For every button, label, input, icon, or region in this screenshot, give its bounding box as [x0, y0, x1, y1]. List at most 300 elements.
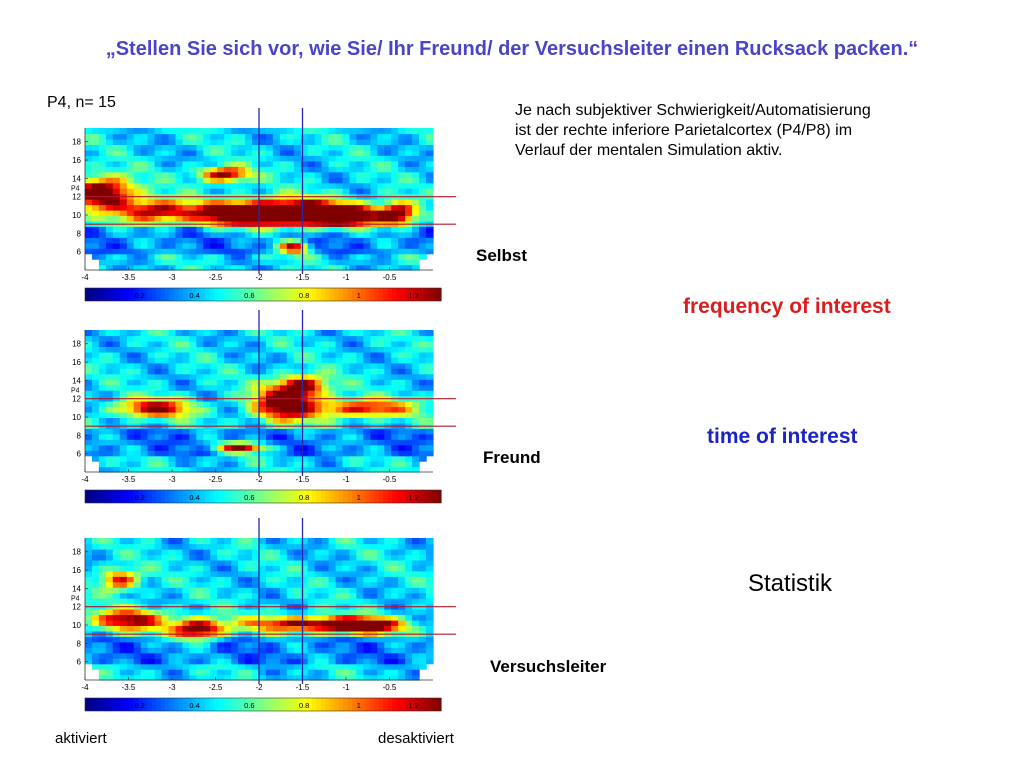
heatmap-cell — [155, 374, 163, 380]
heatmap-cell — [363, 647, 371, 653]
colorbar-segment — [343, 490, 348, 503]
heatmap-cell — [370, 379, 378, 385]
colorbar-segment — [334, 288, 339, 301]
heatmap-cell — [363, 161, 371, 167]
heatmap-cell — [162, 199, 170, 205]
heatmap-cell — [99, 615, 107, 621]
heatmap-cell — [113, 166, 121, 172]
heatmap-cell — [356, 330, 364, 336]
heatmap-cell — [266, 642, 274, 648]
heatmap-cell — [294, 357, 302, 363]
y-tick-label: 12 — [72, 192, 81, 202]
heatmap-cell — [217, 669, 225, 675]
heatmap-cell — [134, 653, 142, 659]
heatmap-cell — [238, 248, 246, 254]
heatmap-cell — [210, 363, 218, 369]
heatmap-cell — [196, 390, 204, 396]
heatmap-cell — [148, 554, 156, 560]
heatmap-cell — [217, 346, 225, 352]
heatmap-cell — [169, 248, 177, 254]
heatmap-cell — [120, 401, 128, 407]
heatmap-cell — [238, 161, 246, 167]
heatmap-cell — [203, 625, 211, 631]
heatmap-cell — [405, 336, 413, 342]
heatmap-cell — [203, 144, 211, 150]
heatmap-cell — [217, 549, 225, 555]
heatmap-cell — [405, 226, 413, 232]
heatmap-cell — [169, 554, 177, 560]
colorbar-segment — [94, 490, 99, 503]
heatmap-cell — [273, 243, 281, 249]
heatmap-cell — [245, 434, 253, 440]
heatmap-cell — [224, 357, 232, 363]
heatmap-cell — [134, 582, 142, 588]
heatmap-cell — [350, 401, 358, 407]
heatmap-cell — [370, 172, 378, 178]
heatmap-cell — [120, 647, 128, 653]
heatmap-cell — [336, 669, 344, 675]
heatmap-cell — [182, 461, 190, 467]
heatmap-cell — [343, 456, 351, 462]
heatmap-cell — [169, 199, 177, 205]
heatmap-cell — [196, 461, 204, 467]
heatmap-cell — [120, 341, 128, 347]
heatmap-cell — [148, 615, 156, 621]
heatmap-cell — [287, 368, 295, 374]
heatmap-cell — [231, 161, 239, 167]
heatmap-cell — [315, 134, 323, 140]
heatmap-cell — [315, 374, 323, 380]
heatmap-cell — [203, 560, 211, 566]
heatmap-cell — [210, 330, 218, 336]
heatmap-cell — [85, 554, 93, 560]
heatmap-cell — [238, 434, 246, 440]
heatmap-cell — [350, 379, 358, 385]
heatmap-cell — [238, 188, 246, 194]
heatmap-cell — [113, 658, 121, 664]
heatmap-cell — [343, 139, 351, 145]
heatmap-cell — [176, 232, 184, 238]
heatmap-cell — [384, 374, 392, 380]
x-tick-label: -1 — [342, 475, 350, 484]
heatmap-cell — [273, 615, 281, 621]
colorbar-segment — [272, 490, 277, 503]
heatmap-cell — [350, 205, 358, 211]
heatmap-cell — [336, 560, 344, 566]
heatmap-cell — [217, 237, 225, 243]
heatmap-cell — [259, 357, 267, 363]
heatmap-cell — [412, 248, 420, 254]
heatmap-cell — [287, 155, 295, 161]
heatmap-cell — [426, 172, 434, 178]
heatmap-cell — [238, 352, 246, 358]
heatmap-cell — [245, 544, 253, 550]
heatmap-cell — [92, 554, 100, 560]
heatmap-cell — [329, 390, 337, 396]
heatmap-cell — [120, 625, 128, 631]
heatmap-cell — [266, 243, 274, 249]
heatmap-cell — [141, 248, 149, 254]
heatmap-cell — [398, 571, 406, 577]
heatmap-cell — [412, 341, 420, 347]
heatmap-cell — [217, 544, 225, 550]
heatmap-cell — [189, 379, 197, 385]
heatmap-cell — [245, 642, 253, 648]
heatmap-cell — [113, 560, 121, 566]
heatmap-cell — [266, 647, 274, 653]
heatmap-cell — [134, 259, 142, 265]
heatmap-cell — [203, 177, 211, 183]
heatmap-cell — [231, 598, 239, 604]
heatmap-cell — [141, 177, 149, 183]
heatmap-cell — [203, 593, 211, 599]
heatmap-cell — [134, 549, 142, 555]
heatmap-cell — [238, 571, 246, 577]
heatmap-cell — [238, 428, 246, 434]
x-tick-label: -2.5 — [208, 273, 223, 282]
heatmap-cell — [134, 166, 142, 172]
heatmap-cell — [176, 560, 184, 566]
heatmap-cell — [287, 587, 295, 593]
heatmap-cell — [398, 439, 406, 445]
heatmap-cell — [363, 642, 371, 648]
heatmap-cell — [329, 150, 337, 156]
heatmap-cell — [99, 215, 107, 221]
heatmap-cell — [182, 330, 190, 336]
colorbar-segment — [290, 698, 295, 711]
heatmap-cell — [350, 341, 358, 347]
heatmap-cell — [189, 128, 197, 134]
heatmap-cell — [377, 150, 385, 156]
colorbar-segment — [401, 490, 406, 503]
heatmap-cell — [377, 439, 385, 445]
colorbar-tick-label: 0.2 — [134, 291, 145, 300]
heatmap-cell — [343, 161, 351, 167]
heatmap-cell — [210, 407, 218, 413]
heatmap-cell — [280, 215, 288, 221]
heatmap-cell — [231, 636, 239, 642]
heatmap-cell — [287, 205, 295, 211]
heatmap-cell — [308, 188, 316, 194]
y-tick-label: 8 — [76, 431, 81, 441]
heatmap-cell — [398, 461, 406, 467]
heatmap-cell — [99, 538, 107, 544]
colorbar-segment — [254, 698, 259, 711]
heatmap-cell — [182, 560, 190, 566]
colorbar-segment — [214, 490, 219, 503]
heatmap-cell — [120, 571, 128, 577]
heatmap-cell — [85, 150, 93, 156]
colorbar-segment — [388, 490, 393, 503]
y-tick-label: 18 — [72, 137, 81, 147]
heatmap-cell — [336, 417, 344, 423]
heatmap-cell — [162, 254, 170, 260]
heatmap-cell — [336, 549, 344, 555]
heatmap-cell — [203, 582, 211, 588]
heatmap-cell — [113, 199, 121, 205]
heatmap-cell — [155, 368, 163, 374]
heatmap-cell — [294, 549, 302, 555]
heatmap-cell — [141, 549, 149, 555]
heatmap-cell — [176, 625, 184, 631]
heatmap-cell — [162, 412, 170, 418]
heatmap-cell — [238, 183, 246, 189]
heatmap-cell — [426, 450, 434, 456]
heatmap-cell — [238, 445, 246, 451]
heatmap-cell — [231, 445, 239, 451]
y-tick-label: 18 — [72, 339, 81, 349]
heatmap-cell — [99, 390, 107, 396]
heatmap-cell — [329, 593, 337, 599]
heatmap-cell — [224, 554, 232, 560]
heatmap-cell — [308, 128, 316, 134]
heatmap-cell — [363, 653, 371, 659]
heatmap-cell — [273, 642, 281, 648]
heatmap-cell — [106, 669, 114, 675]
heatmap-cell — [127, 134, 135, 140]
heatmap-cell — [426, 401, 434, 407]
heatmap-cell — [217, 248, 225, 254]
heatmap-cell — [120, 243, 128, 249]
heatmap-cell — [169, 560, 177, 566]
heatmap-cell — [92, 560, 100, 566]
heatmap-cell — [148, 237, 156, 243]
heatmap-cell — [196, 379, 204, 385]
heatmap-cell — [106, 128, 114, 134]
heatmap-cell — [134, 215, 142, 221]
heatmap-cell — [412, 390, 420, 396]
heatmap-cell — [162, 205, 170, 211]
heatmap-cell — [176, 669, 184, 675]
heatmap-cell — [106, 445, 114, 451]
heatmap-cell — [315, 615, 323, 621]
heatmap-cell — [113, 128, 121, 134]
heatmap-cell — [405, 407, 413, 413]
heatmap-cell — [176, 199, 184, 205]
heatmap-cell — [294, 565, 302, 571]
heatmap-cell — [162, 357, 170, 363]
heatmap-cell — [134, 417, 142, 423]
heatmap-cell — [280, 226, 288, 232]
heatmap-cell — [384, 352, 392, 358]
heatmap-cell — [405, 346, 413, 352]
heatmap-cell — [182, 226, 190, 232]
heatmap-cell — [336, 161, 344, 167]
heatmap-cell — [329, 161, 337, 167]
heatmap-cell — [391, 417, 399, 423]
colorbar-tick-label: 0.4 — [189, 493, 200, 502]
heatmap-cell — [363, 199, 371, 205]
heatmap-cell — [391, 139, 399, 145]
heatmap-cell — [384, 407, 392, 413]
heatmap-cell — [189, 341, 197, 347]
heatmap-cell — [127, 150, 135, 156]
heatmap-cell — [356, 450, 364, 456]
heatmap-cell — [308, 538, 316, 544]
heatmap-cell — [343, 653, 351, 659]
heatmap-cell — [245, 161, 253, 167]
heatmap-cell — [155, 417, 163, 423]
heatmap-cell — [224, 642, 232, 648]
colorbar-segment — [343, 288, 348, 301]
heatmap-cell — [266, 139, 274, 145]
colorbar-segment — [285, 490, 290, 503]
heatmap-cell — [391, 237, 399, 243]
heatmap-cell — [294, 401, 302, 407]
heatmap-cell — [322, 412, 330, 418]
heatmap-cell — [412, 428, 420, 434]
heatmap-cell — [266, 248, 274, 254]
heatmap-cell — [162, 177, 170, 183]
heatmap-cell — [391, 379, 399, 385]
heatmap-cell — [85, 199, 93, 205]
colorbar-segment — [374, 698, 379, 711]
heatmap-cell — [238, 576, 246, 582]
heatmap-cell — [134, 363, 142, 369]
y-tick-label: 14 — [72, 376, 81, 386]
heatmap-cell — [370, 571, 378, 577]
heatmap-cell — [419, 134, 427, 140]
heatmap-cell — [370, 161, 378, 167]
heatmap-cell — [350, 544, 358, 550]
heatmap-cell — [106, 161, 114, 167]
heatmap-cell — [92, 177, 100, 183]
heatmap-cell — [370, 385, 378, 391]
heatmap-cell — [99, 226, 107, 232]
heatmap-cell — [287, 658, 295, 664]
heatmap-cell — [176, 554, 184, 560]
heatmap-cell — [127, 544, 135, 550]
heatmap-cell — [92, 374, 100, 380]
heatmap-cell — [343, 417, 351, 423]
heatmap-cell — [99, 346, 107, 352]
heatmap-cell — [280, 368, 288, 374]
heatmap-cell — [350, 363, 358, 369]
heatmap-cell — [315, 593, 323, 599]
heatmap-cell — [155, 664, 163, 670]
heatmap-cell — [189, 205, 197, 211]
heatmap-cell — [141, 346, 149, 352]
heatmap-cell — [287, 664, 295, 670]
heatmap-cell — [245, 352, 253, 358]
heatmap-cell — [106, 450, 114, 456]
heatmap-cell — [120, 352, 128, 358]
heatmap-cell — [280, 259, 288, 265]
heatmap-cell — [127, 549, 135, 555]
heatmap-cell — [426, 598, 434, 604]
heatmap-cell — [231, 609, 239, 615]
colorbar-segment — [98, 288, 103, 301]
heatmap-cell — [426, 352, 434, 358]
heatmap-cell — [308, 144, 316, 150]
colorbar-segment — [330, 288, 335, 301]
heatmap-cell — [294, 571, 302, 577]
heatmap-cell — [294, 205, 302, 211]
heatmap-cell — [148, 456, 156, 462]
heatmap-cell — [391, 128, 399, 134]
heatmap-cell — [162, 456, 170, 462]
heatmap-cell — [329, 226, 337, 232]
colorbar-segment — [116, 698, 121, 711]
heatmap-cell — [350, 593, 358, 599]
heatmap-cell — [259, 560, 267, 566]
colorbar-segment — [232, 698, 237, 711]
heatmap-cell — [148, 183, 156, 189]
heatmap-cell — [106, 549, 114, 555]
heatmap-cell — [85, 439, 93, 445]
heatmap-cell — [363, 134, 371, 140]
heatmap-cell — [231, 259, 239, 265]
heatmap-cell — [196, 642, 204, 648]
heatmap-cell — [419, 128, 427, 134]
heatmap-cell — [405, 549, 413, 555]
heatmap-cell — [273, 582, 281, 588]
heatmap-cell — [196, 571, 204, 577]
heatmap-cell — [391, 150, 399, 156]
heatmap-cell — [224, 658, 232, 664]
heatmap-cell — [363, 625, 371, 631]
heatmap-cell — [405, 598, 413, 604]
heatmap-cell — [238, 538, 246, 544]
colorbar-segment — [90, 490, 95, 503]
heatmap-cell — [287, 357, 295, 363]
heatmap-cell — [350, 565, 358, 571]
heatmap-cell — [210, 150, 218, 156]
heatmap-cell — [203, 128, 211, 134]
heatmap-cell — [92, 390, 100, 396]
heatmap-cell — [412, 461, 420, 467]
heatmap-cell — [266, 636, 274, 642]
heatmap-cell — [350, 549, 358, 555]
heatmap-cell — [106, 653, 114, 659]
heatmap-cell — [370, 188, 378, 194]
heatmap-cell — [405, 259, 413, 265]
heatmap-cell — [189, 177, 197, 183]
heatmap-cell — [343, 620, 351, 626]
x-tick-label: -3 — [168, 273, 176, 282]
heatmap-cell — [398, 139, 406, 145]
heatmap-cell — [196, 439, 204, 445]
heatmap-cell — [391, 243, 399, 249]
heatmap-cell — [224, 582, 232, 588]
heatmap-cell — [259, 642, 267, 648]
heatmap-cell — [182, 544, 190, 550]
heatmap-cell — [189, 669, 197, 675]
heatmap-cell — [356, 150, 364, 156]
heatmap-cell — [196, 653, 204, 659]
heatmap-cell — [106, 177, 114, 183]
heatmap-cell — [273, 166, 281, 172]
heatmap-cell — [419, 615, 427, 621]
heatmap-cell — [343, 658, 351, 664]
heatmap-cell — [363, 172, 371, 178]
heatmap-cell — [196, 363, 204, 369]
heatmap-cell — [329, 357, 337, 363]
heatmap-cell — [259, 593, 267, 599]
heatmap-cell — [412, 625, 420, 631]
heatmap-cell — [363, 183, 371, 189]
heatmap-cell — [259, 144, 267, 150]
heatmap-cell — [356, 445, 364, 451]
heatmap-cell — [231, 232, 239, 238]
heatmap-cell — [356, 155, 364, 161]
heatmap-cell — [350, 128, 358, 134]
heatmap-cell — [106, 155, 114, 161]
heatmap-cell — [106, 357, 114, 363]
heatmap-cell — [148, 593, 156, 599]
heatmap-cell — [308, 172, 316, 178]
heatmap-cell — [336, 368, 344, 374]
